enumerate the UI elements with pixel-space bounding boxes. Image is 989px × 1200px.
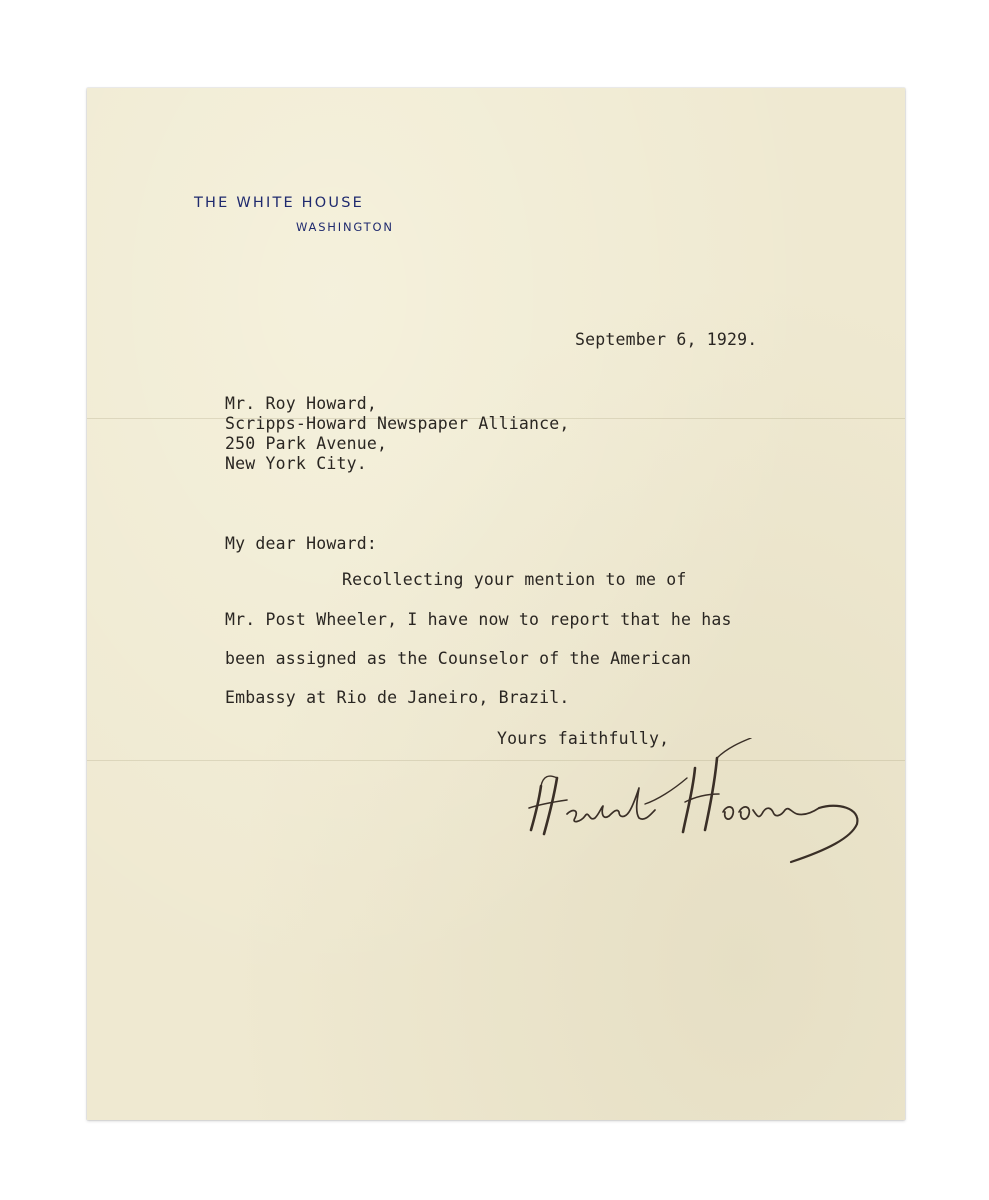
recipient-line: Mr. Roy Howard, <box>225 394 378 413</box>
letter-date: September 6, 1929. <box>575 330 758 349</box>
body-line: Mr. Post Wheeler, I have now to report that he has <box>225 610 732 629</box>
letterhead-title: THE WHITE HOUSE <box>194 195 364 211</box>
salutation: My dear Howard: <box>225 534 378 553</box>
body-line: Embassy at Rio de Janeiro, Brazil. <box>225 688 570 707</box>
body-line: Recollecting your mention to me of <box>342 570 687 589</box>
recipient-line: 250 Park Avenue, <box>225 434 388 453</box>
handwritten-signature <box>527 738 872 868</box>
recipient-line: Scripps-Howard Newspaper Alliance, <box>225 414 570 433</box>
letterhead-subtitle: WASHINGTON <box>296 220 394 234</box>
letter-paper <box>87 88 905 1120</box>
recipient-line: New York City. <box>225 454 367 473</box>
closing: Yours faithfully, <box>497 729 670 748</box>
body-line: been assigned as the Counselor of the American <box>225 649 692 668</box>
